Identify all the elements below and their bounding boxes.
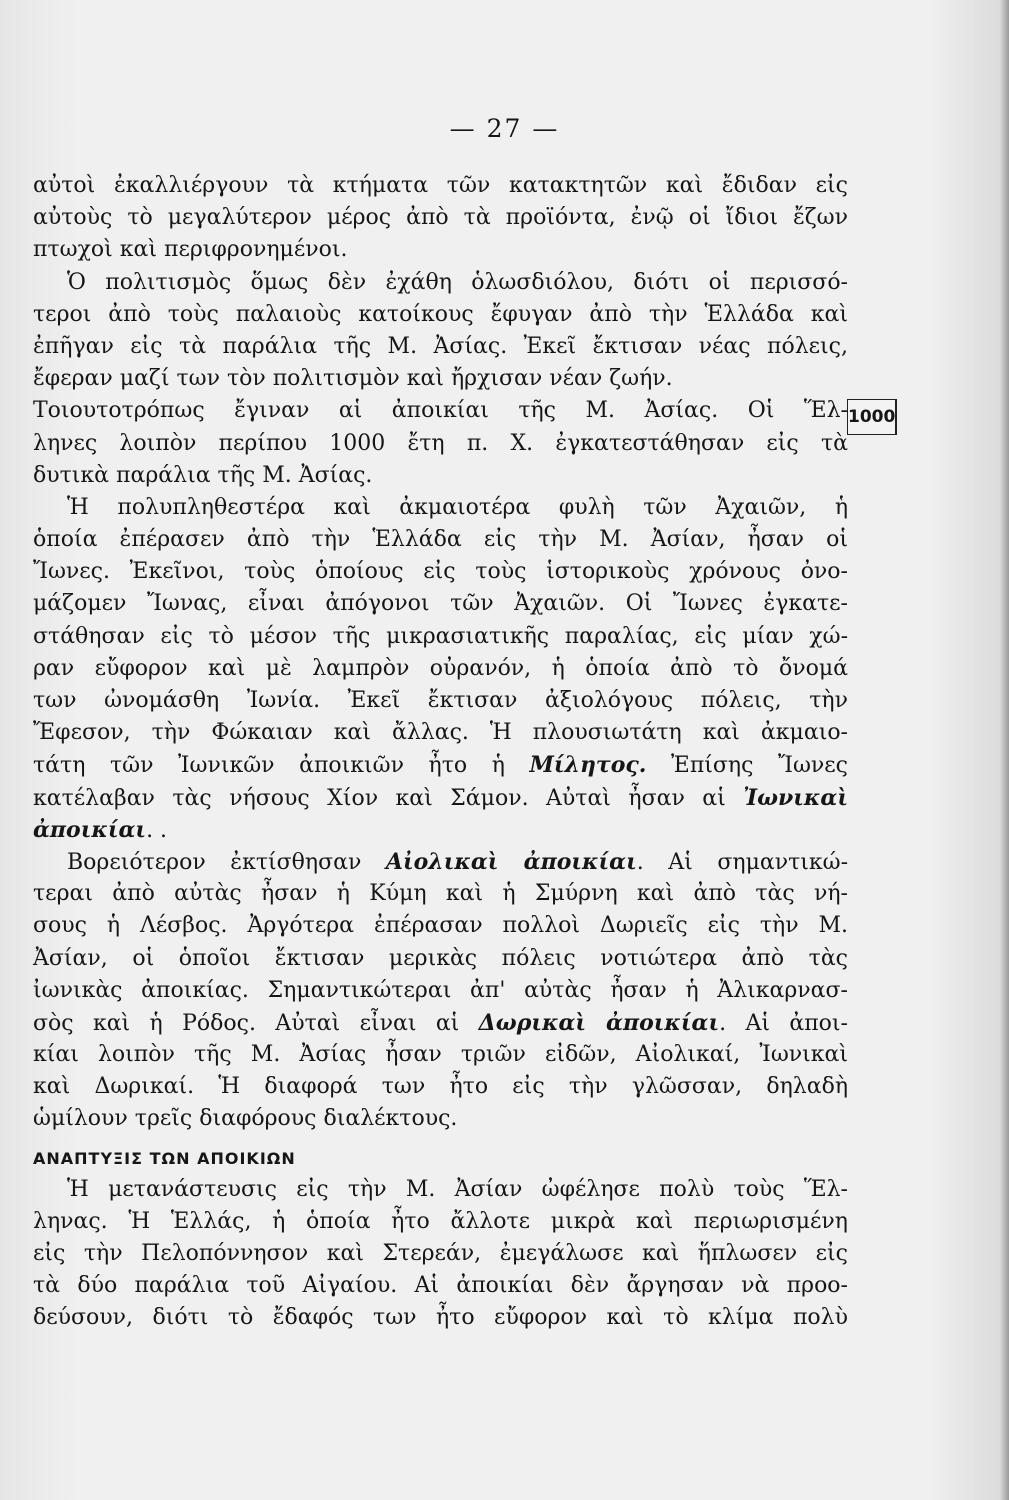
text-line: ληνες λοιπὸν περίπου 1000 ἔτη π. Χ. ἐγκατεστάθησαν εἰς τὰ bbox=[33, 430, 848, 456]
emphasis-colonies: ἀποικίαι bbox=[33, 816, 147, 843]
margin-date-note: 1000 bbox=[847, 399, 897, 435]
text-line: δεύσουν, διότι τὸ ἔδαφός των ἦτο εὔφορον καὶ τὸ κλίμα πολὺ bbox=[33, 1305, 848, 1331]
emphasis-aeolian: Αἰολικαὶ ἀποικίαι bbox=[385, 848, 637, 875]
text-line bbox=[33, 846, 848, 878]
text-span: τάτη τῶν Ἰωνικῶν ἀποικιῶν ἦτο ἡ bbox=[33, 753, 530, 779]
text-line: Ἡ μετανάστευσις εἰς τὴν Μ. Ἀσίαν ὠφέλησε πολὺ τοὺς Ἕλ- bbox=[67, 1176, 848, 1202]
text-line: τὰ δύο παράλια τοῦ Αἰγαίου. Αἱ ἀποικίαι δὲν ἄργησαν νὰ προο- bbox=[33, 1273, 848, 1299]
text-line: ὡμίλουν τρεῖς διαφόρους διαλέκτους. bbox=[33, 1106, 458, 1132]
text-line: τεραι ἀπὸ αὐτὰς ἦσαν ἡ Κύμη καὶ ἡ Σμύρνη καὶ ἀπὸ τὰς νή- bbox=[33, 881, 848, 907]
text-line bbox=[33, 782, 848, 814]
text-span: κατέλαβαν τὰς νήσους Χίον καὶ Σάμον. Αὐταὶ ἦσαν αἱ bbox=[33, 785, 744, 811]
text-line: μάζομεν Ἴωνας, εἶναι ἀπόγονοι τῶν Ἀχαιῶν. Οἱ Ἴωνες ἐγκατε- bbox=[33, 591, 848, 617]
text-line: των ὠνομάσθη Ἰωνία. Ἐκεῖ ἔκτισαν ἀξιολόγους πόλεις, τὴν bbox=[33, 688, 848, 713]
text-line: κίαι λοιπὸν τῆς Μ. Ἀσίας ἦσαν τριῶν εἰδῶν, Αἰολικαί, Ἰωνικαὶ bbox=[33, 1042, 848, 1068]
text-line: ληνας. Ἡ Ἑλλάς, ἡ ὁποία ἦτο ἄλλοτε μικρὰ καὶ περιωρισμένη bbox=[33, 1208, 848, 1234]
text-line: πτωχοὶ καὶ περιφρονημένοι. bbox=[33, 237, 348, 263]
text-line: εἰς τὴν Πελοπόννησον καὶ Στερεάν, ἐμεγάλωσε καὶ ἥπλωσεν εἰς bbox=[33, 1241, 848, 1266]
text-line: Ἡ πολυπληθεστέρα καὶ ἀκμαιοτέρα φυλὴ τῶν Ἀχαιῶν, ἡ bbox=[67, 494, 848, 520]
text-line bbox=[33, 814, 848, 846]
emphasis-ionian: Ἰωνικαὶ bbox=[743, 784, 848, 811]
text-line: Ἀσίαν, οἱ ὁποῖοι ἔκτισαν μερικὰς πόλεις νοτιώτερα ἀπὸ τὰς bbox=[33, 945, 848, 971]
text-line: καὶ Δωρικαί. Ἡ διαφορά των ἦτο εἰς τὴν γλῶσσαν, δηλαδὴ bbox=[33, 1074, 848, 1100]
text-span: Βορειότερον ἐκτίσθησαν bbox=[67, 849, 386, 875]
text-line: τεροι ἀπὸ τοὺς παλαιοὺς κατοίκους ἔφυγαν ἀπὸ τὴν Ἑλλάδα καὶ bbox=[33, 301, 848, 327]
page-number: — 27 — bbox=[449, 114, 560, 143]
text-line: ραν εὔφορον καὶ μὲ λαμπρὸν οὐρανόν, ἡ ὁποία ἀπὸ τὸ ὄνομά bbox=[33, 655, 848, 681]
text-line: δυτικὰ παράλια τῆς Μ. Ἀσίας. bbox=[33, 462, 373, 488]
text-line bbox=[33, 749, 848, 781]
text-line: στάθησαν εἰς τὸ μέσον τῆς μικρασιατικῆς παραλίας, εἰς μίαν χώ- bbox=[33, 623, 848, 649]
text-line: ἔφεραν μαζί των τὸν πολιτισμὸν καὶ ἤρχισαν νέαν ζωήν. bbox=[33, 366, 673, 392]
text-span: Ἐπίσης Ἴωνες bbox=[646, 753, 848, 779]
text-line: αὐτοὺς τὸ μεγαλύτερον μέρος ἀπὸ τὰ προϊόντα, ἐνῷ οἱ ἴδιοι ἔζων bbox=[33, 205, 848, 231]
page-edge bbox=[999, 0, 1009, 1500]
emphasis-miletus: Μίλητος. bbox=[529, 752, 647, 779]
text-span: . Αἱ ἀποι- bbox=[719, 1010, 848, 1036]
text-line: Τοιουτοτρόπως ἔγιναν αἱ ἀποικίαι τῆς Μ. Ἀσίας. Οἱ Ἕλ- bbox=[33, 398, 848, 424]
text-span: . . bbox=[146, 817, 168, 843]
text-line: ὁποία ἐπέρασεν ἀπὸ τὴν Ἑλλάδα εἰς τὴν Μ. Ἀσίαν, ἦσαν οἱ bbox=[33, 527, 848, 553]
text-line: σους ἡ Λέσβος. Ἀργότερα ἐπέρασαν πολλοὶ Δωριεῖς εἰς τὴν Μ. bbox=[33, 913, 848, 939]
text-line: Ἔφεσον, τὴν Φώκαιαν καὶ ἄλλας. Ἡ πλουσιωτάτη καὶ ἀκμαιο- bbox=[33, 720, 848, 746]
text-span: . Αἱ σημαντικώ- bbox=[636, 849, 849, 875]
text-line: ἐπῆγαν εἰς τὰ παράλια τῆς Μ. Ἀσίας. Ἐκεῖ ἔκτισαν νέας πόλεις, bbox=[33, 333, 848, 359]
text-line: ἰωνικὰς ἀποικίας. Σημαντικώτεραι ἀπ' αὐτὰς ἦσαν ἡ Ἀλικαρνασ- bbox=[33, 977, 848, 1003]
text-line bbox=[33, 1007, 848, 1039]
emphasis-dorian: Δωρικαὶ ἀποικίαι bbox=[478, 1009, 720, 1036]
text-line: Ἴωνες. Ἐκεῖνοι, τοὺς ὁποίους εἰς τοὺς ἱστορικοὺς χρόνους ὀνο- bbox=[33, 559, 848, 585]
text-span: σὸς καὶ ἡ Ρόδος. Αὐταὶ εἶναι αἱ bbox=[33, 1010, 479, 1036]
text-line: αὐτοὶ ἐκαλλιέργουν τὰ κτήματα τῶν κατακτητῶν καὶ ἔδιδαν εἰς bbox=[33, 173, 848, 198]
text-line: Ὁ πολιτισμὸς ὅμως δὲν ἐχάθη ὁλωσδιόλου, διότι οἱ περισσό- bbox=[67, 269, 848, 295]
section-heading: ΑΝΑΠΤΥΞΙΣ ΤΩΝ ΑΠΟΙΚΙΩΝ bbox=[33, 1148, 296, 1168]
body-text bbox=[33, 170, 848, 1335]
